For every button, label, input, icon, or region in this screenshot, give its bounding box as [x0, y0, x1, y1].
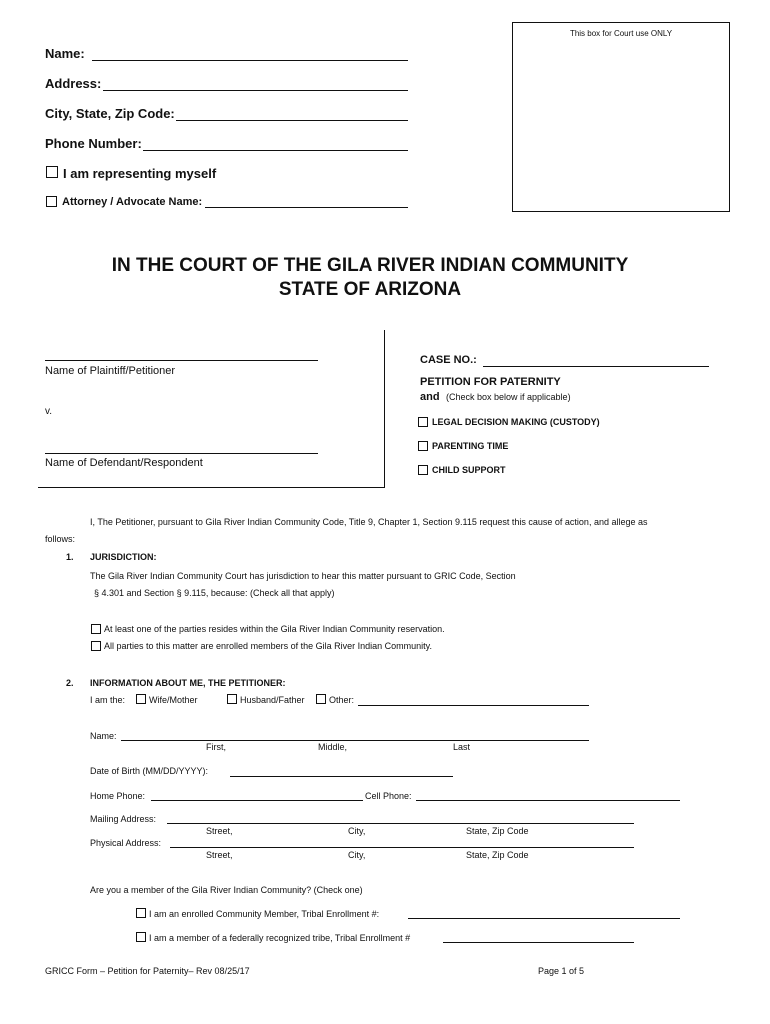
physical-street-hint: Street, — [206, 850, 233, 860]
and-label: and — [420, 391, 440, 403]
court-title-line1: IN THE COURT OF THE GILA RIVER INDIAN COMMUNITY — [111, 255, 629, 276]
attorney-field[interactable] — [205, 207, 408, 208]
physical-state-zip-hint: State, Zip Code — [466, 850, 529, 860]
section1-text-line1: The Gila River Indian Community Court has jurisdiction to hear this matter pursuant to GRIC Code, Section — [90, 571, 516, 581]
name-field[interactable] — [92, 60, 408, 61]
enrolled-member-label: I am an enrolled Community Member, Tribal Enrollment #: — [149, 909, 380, 919]
section2-number: 2. — [66, 678, 74, 688]
and-note: (Check box below if applicable) — [446, 392, 571, 402]
section2-title: INFORMATION ABOUT ME, THE PETITIONER: — [90, 678, 286, 688]
attorney-checkbox[interactable] — [46, 196, 57, 207]
cell-phone-label: Cell Phone: — [365, 791, 412, 801]
mailing-street-hint: Street, — [206, 826, 233, 836]
other-role-label: Other: — [329, 695, 355, 705]
parenting-time-checkbox[interactable] — [418, 441, 428, 451]
custody-label: LEGAL DECISION MAKING (CUSTODY) — [432, 417, 600, 427]
dob-label: Date of Birth (MM/DD/YYYY): — [90, 766, 209, 776]
mailing-address-field[interactable] — [167, 823, 634, 824]
wife-mother-checkbox[interactable] — [136, 694, 146, 704]
court-use-box — [512, 22, 730, 212]
caption-divider-horizontal — [38, 487, 385, 488]
husband-father-checkbox[interactable] — [227, 694, 237, 704]
address-field[interactable] — [103, 90, 408, 91]
enrolled-member-checkbox[interactable] — [136, 908, 146, 918]
self-rep-label: I am representing myself — [63, 166, 217, 181]
federal-tribe-label: I am a member of a federally recognized tribe, Tribal Enrollment # — [149, 933, 411, 943]
section1-number: 1. — [66, 552, 74, 562]
other-role-checkbox[interactable] — [316, 694, 326, 704]
name-label: Name: — [45, 46, 85, 61]
husband-father-label: Husband/Father — [240, 695, 305, 705]
physical-address-label: Physical Address: — [90, 838, 162, 848]
page-number: Page 1 of 5 — [538, 966, 585, 976]
petitioner-name-field[interactable] — [121, 740, 589, 741]
form-id: GRICC Form – Petition for Paternity– Rev 08/25/17 — [45, 966, 250, 976]
defendant-field[interactable] — [45, 453, 318, 454]
intro-text: I, The Petitioner, pursuant to Gila River Indian Community Code, Title 9, Chapter 1, Section 9.115 request this cause of action, and allege as — [90, 517, 648, 527]
attorney-label: Attorney / Advocate Name: — [62, 196, 203, 208]
membership-question: Are you a member of the Gila River Indian Community? (Check one) — [90, 885, 363, 895]
city-state-zip-label: City, State, Zip Code: — [45, 106, 175, 121]
phone-field[interactable] — [143, 150, 408, 151]
caption-divider-vertical — [384, 330, 385, 487]
home-phone-label: Home Phone: — [90, 791, 146, 801]
plaintiff-label: Name of Plaintiff/Petitioner — [45, 365, 176, 377]
petitioner-name-label: Name: — [90, 731, 117, 741]
home-phone-field[interactable] — [151, 800, 363, 801]
phone-label: Phone Number: — [45, 136, 142, 151]
physical-address-field[interactable] — [170, 847, 634, 848]
federal-enrollment-field[interactable] — [443, 942, 634, 943]
self-rep-checkbox[interactable] — [46, 166, 58, 178]
plaintiff-field[interactable] — [45, 360, 318, 361]
city-state-zip-field[interactable] — [176, 120, 408, 121]
mailing-city-hint: City, — [348, 826, 366, 836]
other-role-field[interactable] — [358, 705, 589, 706]
middle-name-hint: Middle, — [318, 742, 348, 752]
address-label: Address: — [45, 76, 102, 91]
resides-checkbox[interactable] — [91, 624, 101, 634]
mailing-state-zip-hint: State, Zip Code — [466, 826, 529, 836]
enrolled-all-label: All parties to this matter are enrolled members of the Gila River Indian Community. — [104, 641, 432, 651]
physical-city-hint: City, — [348, 850, 366, 860]
case-no-field[interactable] — [483, 366, 709, 367]
enrollment-number-field[interactable] — [408, 918, 680, 919]
last-name-hint: Last — [453, 742, 471, 752]
case-no-label: CASE NO.: — [420, 354, 477, 366]
child-support-checkbox[interactable] — [418, 465, 428, 475]
dob-field[interactable] — [230, 776, 453, 777]
intro-continuation: follows: — [45, 534, 76, 544]
cell-phone-field[interactable] — [416, 800, 680, 801]
court-title-line2: STATE OF ARIZONA — [278, 279, 462, 300]
child-support-label: CHILD SUPPORT — [432, 465, 506, 475]
iam-label: I am the: — [90, 695, 126, 705]
wife-mother-label: Wife/Mother — [149, 695, 198, 705]
defendant-label: Name of Defendant/Respondent — [45, 457, 203, 469]
resides-label: At least one of the parties resides within the Gila River Indian Community reservation. — [104, 624, 445, 634]
petition-title: PETITION FOR PATERNITY — [420, 376, 561, 388]
parenting-time-label: PARENTING TIME — [432, 441, 509, 451]
section1-title: JURISDICTION: — [90, 552, 157, 562]
custody-checkbox[interactable] — [418, 417, 428, 427]
enrolled-all-checkbox[interactable] — [91, 641, 101, 651]
section1-text-line2: § 4.301 and Section § 9.115, because: (Check all that apply) — [94, 588, 335, 598]
first-name-hint: First, — [206, 742, 226, 752]
federal-tribe-checkbox[interactable] — [136, 932, 146, 942]
mailing-address-label: Mailing Address: — [90, 814, 157, 824]
court-use-label: This box for Court use ONLY — [569, 29, 673, 38]
versus-text: v. — [45, 406, 53, 417]
